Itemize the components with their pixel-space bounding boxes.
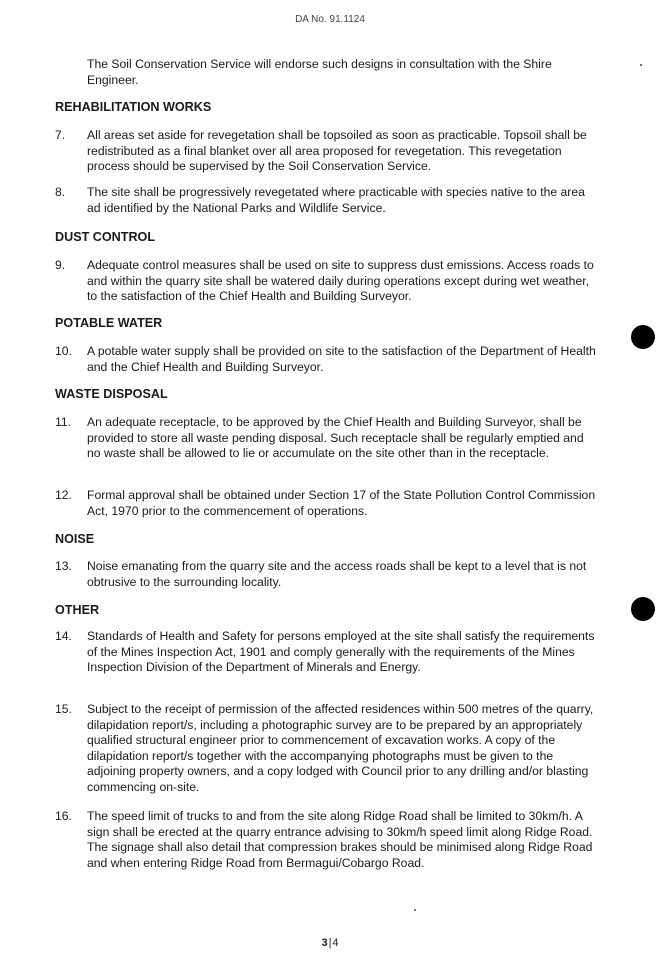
item-text: Standards of Health and Safety for persons employed at the site shall satisfy the requirements of the Mines Inspection Act, 1901 and comply generally with the requirements of the Mines Inspection Division of the Department of Minerals and Energy. <box>87 629 595 675</box>
item-number: 9. <box>55 258 66 272</box>
item-text: All areas set aside for revegetation shall be topsoiled as soon as practicable. Topsoil shall be redistributed as a final blanket over all area proposed for revegetation. This revegetation process should be supervised by the Soil Conservation Service. <box>87 128 587 174</box>
item-text: The site shall be progressively revegetated where practicable with species native to the area ad identified by the National Parks and Wildlife Service. <box>87 185 585 215</box>
intro-paragraph: The Soil Conservation Service will endorse such designs in consultation with the Shire Engineer. <box>87 57 552 87</box>
item-number: 8. <box>55 185 66 199</box>
condition-item-9 <box>55 258 600 305</box>
punch-hole-top <box>631 325 655 349</box>
condition-item-15 <box>55 702 600 796</box>
section-heading-potable-water: POTABLE WATER <box>55 316 163 330</box>
section-heading-other: OTHER <box>55 603 100 617</box>
item-text: An adequate receptacle, to be approved by the Chief Health and Building Surveyor, shall be provided to store all waste pending disposal. Such receptacle shall be regularly emptied and no waste shall be allowed to lie or accumulate on the site other than in the receptacle. <box>87 415 584 461</box>
page-separator: | <box>328 937 332 949</box>
item-number: 12. <box>55 488 72 502</box>
item-number: 15. <box>55 702 72 716</box>
section-heading-noise: NOISE <box>55 532 95 546</box>
total-pages-number: 4 <box>332 937 339 949</box>
page-number <box>0 937 660 949</box>
condition-item-14 <box>55 629 600 676</box>
section-heading-rehabilitation: REHABILITATION WORKS <box>55 100 212 114</box>
item-number: 7. <box>55 128 66 142</box>
condition-item-7 <box>55 128 600 175</box>
punch-hole-bottom <box>631 597 655 621</box>
condition-item-13 <box>55 559 600 590</box>
item-text: A potable water supply shall be provided on site to the satisfaction of the Department of Health and the Chief Health and Building Surveyor. <box>87 344 596 374</box>
section-heading-waste-disposal: WASTE DISPOSAL <box>55 387 168 401</box>
scan-speck <box>640 64 642 66</box>
condition-item-11 <box>55 415 600 462</box>
item-text: Formal approval shall be obtained under Section 17 of the State Pollution Control Commission Act, 1970 prior to the commencement of operations. <box>87 488 596 518</box>
condition-item-8 <box>55 185 600 216</box>
condition-item-10 <box>55 344 600 375</box>
item-number: 13. <box>55 559 72 573</box>
item-text: Noise emanating from the quarry site and the access roads shall be kept to a level that is not obtrusive to the surrounding locality. <box>87 559 587 589</box>
current-page-number: 3 <box>321 937 328 949</box>
item-text: The speed limit of trucks to and from the site along Ridge Road shall be limited to 30km/h. A sign shall be erected at the quarry entrance advising to 30km/h speed limit along Ridge Road. The signage shall also detail that compression brakes should be minimised along Ridge Road and when entering Ridge Road from Bermagui/Cobargo Road. <box>87 809 593 870</box>
page-header-ref: DA No. 91.1124 <box>295 14 365 25</box>
item-text: Adequate control measures shall be used on site to suppress dust emissions. Access roads to and within the quarry site shall be watered daily during operations except during wet weather, to the satisfaction of the Chief Health and Building Surveyor. <box>87 258 594 304</box>
condition-item-12 <box>55 488 600 519</box>
section-heading-dust-control: DUST CONTROL <box>55 230 156 244</box>
item-number: 11. <box>55 415 72 429</box>
condition-item-16 <box>55 809 600 871</box>
item-number: 10. <box>55 344 72 358</box>
item-number: 16. <box>55 809 72 823</box>
item-number: 14. <box>55 629 72 643</box>
scan-speck <box>414 909 416 911</box>
item-text: Subject to the receipt of permission of the affected residences within 500 metres of the quarry, dilapidation report/s, including a photographic survey are to be prepared by an appropriately qualified structural engineer prior to commencement of excavation works. A copy of the dilapidation report/s together with the accompanying photographs must be given to the adjoining property owners, and a copy lodged with Council prior to any drilling and/or blasting commencing on-site. <box>87 702 594 794</box>
